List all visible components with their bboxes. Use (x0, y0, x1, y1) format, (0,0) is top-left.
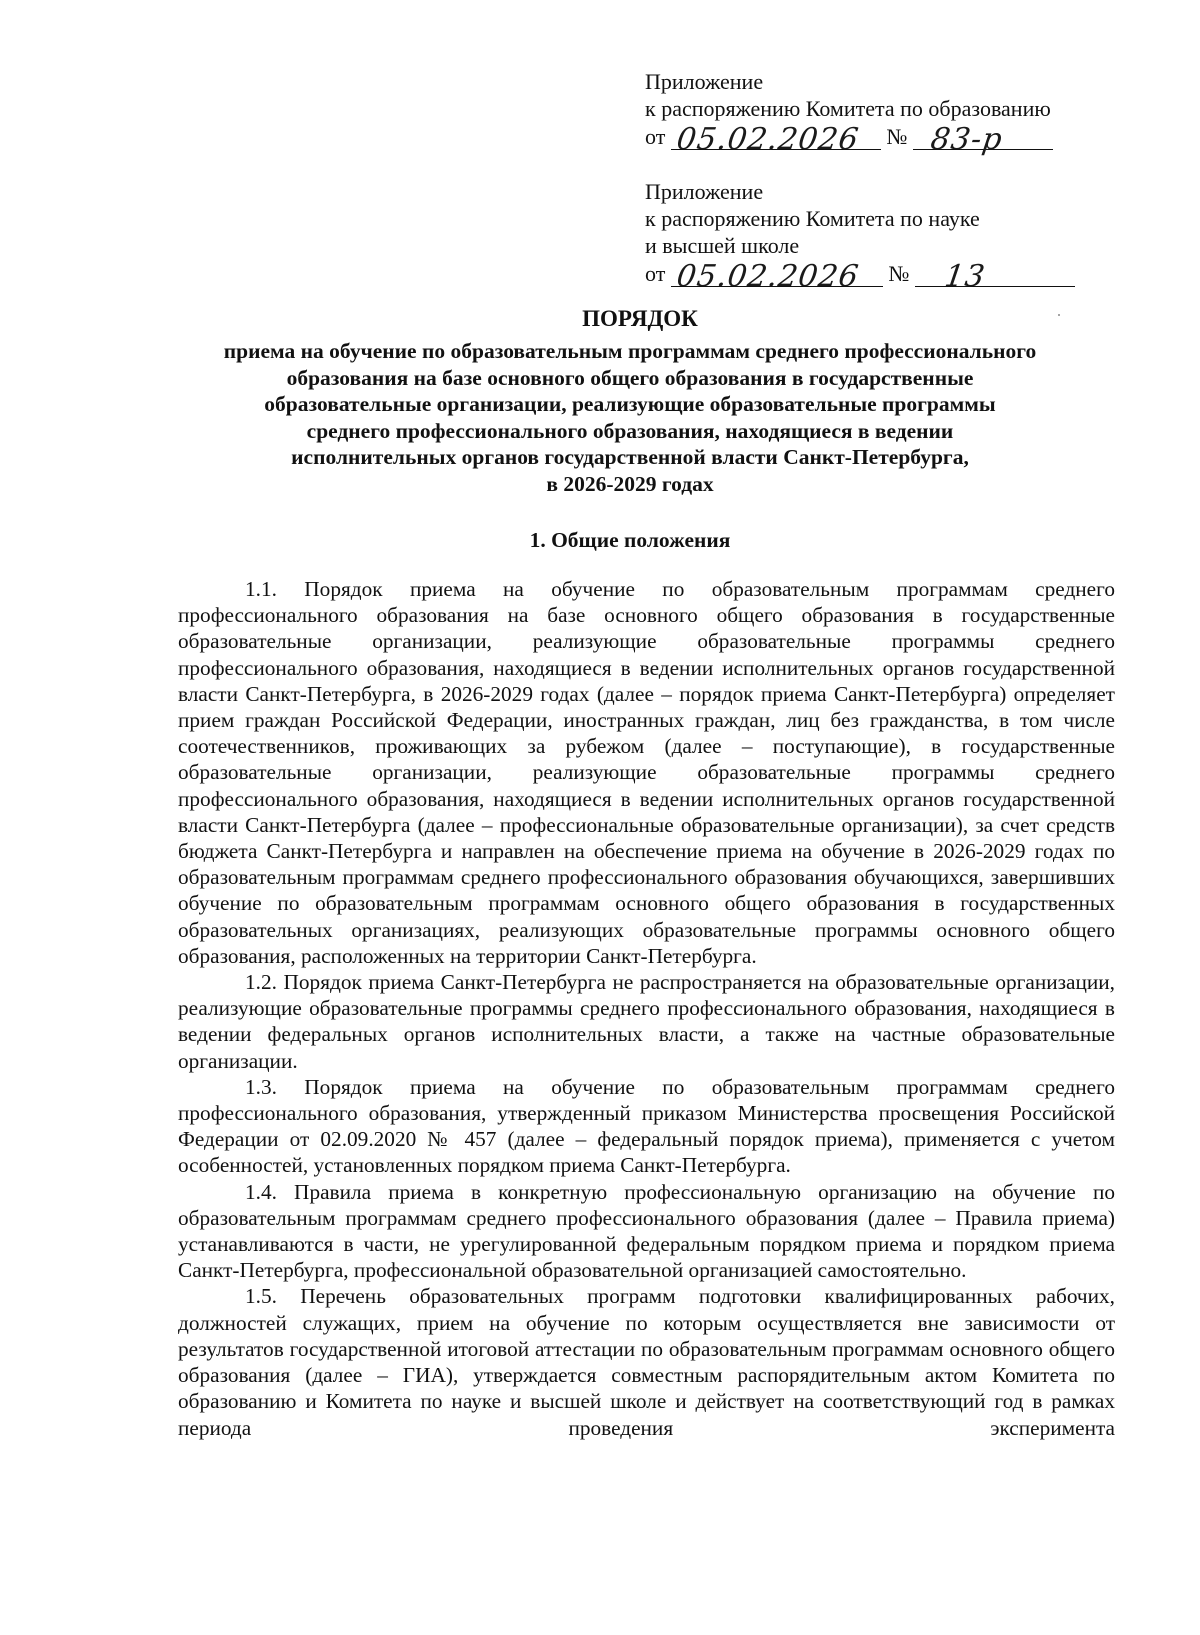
subtitle-line: образования на базе основного общего образования в государственные (286, 365, 974, 390)
date-field (671, 259, 883, 294)
appendix-science-block (645, 178, 1125, 294)
date-prefix: от (645, 124, 666, 149)
handwritten-date: 05.02.2026 (674, 259, 862, 294)
document-title: ПОРЯДОК (582, 306, 698, 331)
appendix-order-reference-cont: и высшей школе (645, 233, 800, 258)
paragraph-1-5: 1.5. Перечень образовательных программ подготовки квалифицированных рабочих, должностей служащих, прием на обучение по которым осуществляется вне зависимости от результатов государственной итоговой аттестации по образовательным программам основного общего образования (далее – ГИА), утверждается совместным распорядительным актом Комитета по образованию и Комитета по науке и высшей школе и действует на соответствующий год в рамках периода проведения эксперимента (178, 1284, 1115, 1440)
document-subtitle (150, 338, 1110, 497)
paragraph-1-3: 1.3. Порядок приема на обучение по образовательным программам среднего профессионального образования, утвержденный приказом Министерства просвещения Российской Федерации от 02.09.2020 № 457 (далее – федеральный порядок приема), применяется с учетом особенностей, установленных порядком приема Санкт-Петербурга. (178, 1074, 1115, 1178)
section-body (178, 576, 1115, 1441)
paragraph-1-1: 1.1. Порядок приема на обучение по образовательным программам среднего профессионального образования на базе основного общего образования в государственные образовательные организации, реализующие образовательные программы среднего профессионального образования, находящиеся в ведении исполнительных органов государственной власти Санкт-Петербурга, в 2026-2029 годах (далее – порядок приема Санкт-Петербурга) определяет прием граждан Российской Федерации, иностранных граждан, лиц без гражданства, в том числе соотечественников, проживающих за рубежом (далее – поступающие), в государственные образовательные организации, реализующие образовательные программы среднего профессионального образования, находящиеся в ведении исполнительных органов государственной власти Санкт-Петербурга (далее – профессиональные образовательные организации), за счет средств бюджета Санкт-Петербурга и направлен на обеспечение приема на обучение в 2026-2029 годах по образовательным программам среднего профессионального образования обучающихся, завершивших обучение по образовательным программам основного общего образования в государственных образовательных организациях, реализующих образовательные программы основного общего образования, расположенных на территории Санкт-Петербурга. (178, 577, 1115, 968)
paragraph-1-2: 1.2. Порядок приема Санкт-Петербурга не распространяется на образовательные организации, реализующие образовательные программы среднего профессионального образования, находящиеся в ведении федеральных органов исполнительных власти, а также на частные образовательные организации. (178, 970, 1115, 1073)
appendix-order-reference: к распоряжению Комитета по образованию (645, 96, 1051, 121)
appendix-order-reference: к распоряжению Комитета по науке (645, 206, 980, 231)
number-field (915, 259, 1075, 294)
handwritten-date: 05.02.2026 (674, 122, 862, 157)
paragraph-1-4: 1.4. Правила приема в конкретную профессиональную организацию на обучение по образовательным программам среднего профессионального образования (далее – Правила приема) устанавливаются в части, не урегулированной федеральным порядком приема и порядком приема Санкт-Петербурга, профессиональной образовательной организацией самостоятельно. (178, 1179, 1115, 1283)
section-heading: 1. Общие положения (529, 528, 731, 552)
subtitle-line: исполнительных органов государственной власти Санкт-Петербурга, (291, 445, 969, 469)
number-label: № (886, 124, 908, 149)
date-prefix: от (645, 261, 666, 286)
handwritten-number: 83-р (928, 122, 1005, 157)
number-field (913, 122, 1053, 157)
handwritten-number: 13 (942, 259, 988, 294)
subtitle-line: среднего профессионального образования, находящиеся в ведении (306, 418, 954, 443)
subtitle-line: в 2026-2029 годах (546, 471, 714, 496)
appendix-date-number-line (645, 259, 1125, 294)
subtitle-line: образовательные организации, реализующие образовательные программы (264, 392, 996, 416)
appendix-education-block (645, 68, 1125, 157)
date-field (671, 122, 881, 157)
scan-speck (1058, 314, 1060, 316)
subtitle-line: приема на обучение по образовательным программам среднего профессионального (223, 339, 1037, 363)
appendix-label: Приложение (645, 69, 764, 94)
appendix-label: Приложение (645, 179, 764, 204)
appendix-date-number-line (645, 122, 1125, 157)
number-label: № (888, 261, 910, 286)
